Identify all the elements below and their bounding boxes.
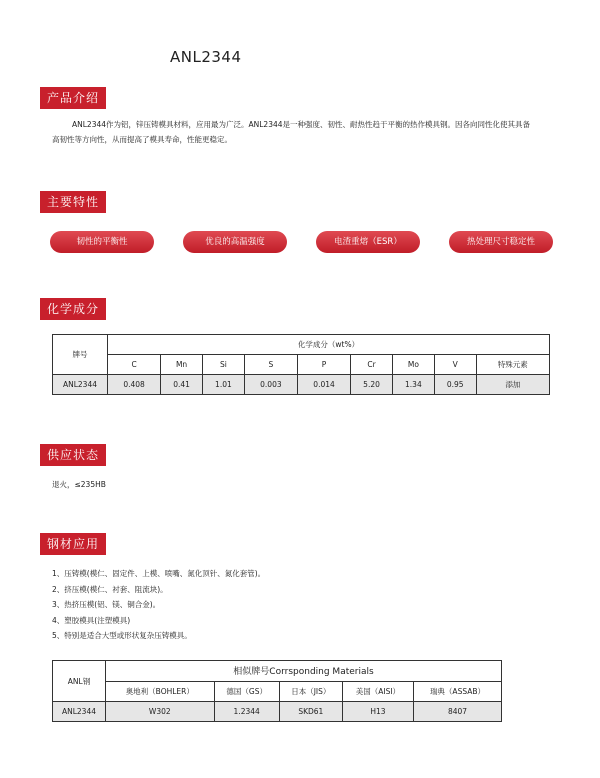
list-item: 2、挤压模(模仁、衬套、阻流块)。 — [52, 584, 168, 594]
feature-pill: 韧性的平衡性 — [50, 231, 154, 253]
value-cell: 1.01 — [202, 375, 244, 395]
chemistry-table — [52, 334, 550, 395]
column-header: S — [244, 355, 297, 375]
intro-paragraph — [52, 117, 562, 147]
value-cell: 添加 — [476, 375, 549, 395]
page-title: ANL2344 — [170, 48, 242, 66]
column-header: 美国（AISI） — [342, 681, 413, 702]
column-header: 特殊元素 — [476, 355, 549, 375]
application-list — [52, 566, 265, 644]
intro-line-2: 高韧性等方向性，从而提高了模具寿命，性能更稳定。 — [52, 135, 232, 144]
value-cell: SKD61 — [279, 702, 342, 722]
equivalents-header: 相似牌号Corrsponding Materials — [106, 661, 502, 682]
list-item: 4、塑胶模具(注塑模具) — [52, 615, 131, 625]
column-header: 德国（GS） — [214, 681, 279, 702]
intro-line-1: ANL2344作为铝，锌压铸模具材料，应用最为广泛。ANL2344是一种强度、韧性、耐热性趋于平衡的热作模具钢。因各向同性化使其具备 — [72, 120, 531, 129]
supply-text: 退火，≤235HB — [52, 480, 106, 489]
column-header: 日本（JIS） — [279, 681, 342, 702]
value-cell: 0.408 — [108, 375, 161, 395]
value-cell: 0.95 — [434, 375, 476, 395]
grade-cell: ANL2344 — [53, 702, 106, 722]
feature-pill: 热处理尺寸稳定性 — [449, 231, 553, 253]
feature-pill: 电渣重熔（ESR） — [316, 231, 420, 253]
section-heading-supply: 供应状态 — [40, 444, 106, 466]
column-header: Mn — [161, 355, 203, 375]
grade-header: 牌号 — [53, 335, 108, 375]
grade-header: ANL钢 — [53, 661, 106, 702]
section-heading-intro: 产品介绍 — [40, 87, 106, 109]
value-cell: 1.34 — [392, 375, 434, 395]
value-cell: 5.20 — [351, 375, 393, 395]
list-item: 1、压铸模(模仁、固定件、上模、喷嘴、氮化顶针、氮化套管)。 — [52, 569, 266, 578]
feature-pill: 优良的高温强度 — [183, 231, 287, 253]
grade-cell: ANL2344 — [53, 375, 108, 395]
value-cell: 1.2344 — [214, 702, 279, 722]
value-cell: 0.014 — [297, 375, 350, 395]
list-item: 3、热挤压模(铝、镁、铜合金)。 — [52, 600, 161, 609]
column-header: 瑞典（ASSAB） — [413, 681, 501, 702]
section-heading-chemistry: 化学成分 — [40, 298, 106, 320]
column-header: C — [108, 355, 161, 375]
section-heading-features: 主要特性 — [40, 191, 106, 213]
value-cell: W302 — [106, 702, 215, 722]
column-header: Si — [202, 355, 244, 375]
list-item: 5、特别是适合大型或形状复杂压铸模具。 — [52, 631, 192, 640]
column-header: 奥地利（BOHLER） — [106, 681, 215, 702]
section-heading-application: 钢材应用 — [40, 533, 106, 555]
column-header: Mo — [392, 355, 434, 375]
composition-header: 化学成分（wt%） — [108, 335, 550, 355]
value-cell: 0.41 — [161, 375, 203, 395]
column-header: P — [297, 355, 350, 375]
value-cell: H13 — [342, 702, 413, 722]
equivalents-table — [52, 660, 502, 722]
value-cell: 8407 — [413, 702, 501, 722]
column-header: Cr — [351, 355, 393, 375]
value-cell: 0.003 — [244, 375, 297, 395]
column-header: V — [434, 355, 476, 375]
